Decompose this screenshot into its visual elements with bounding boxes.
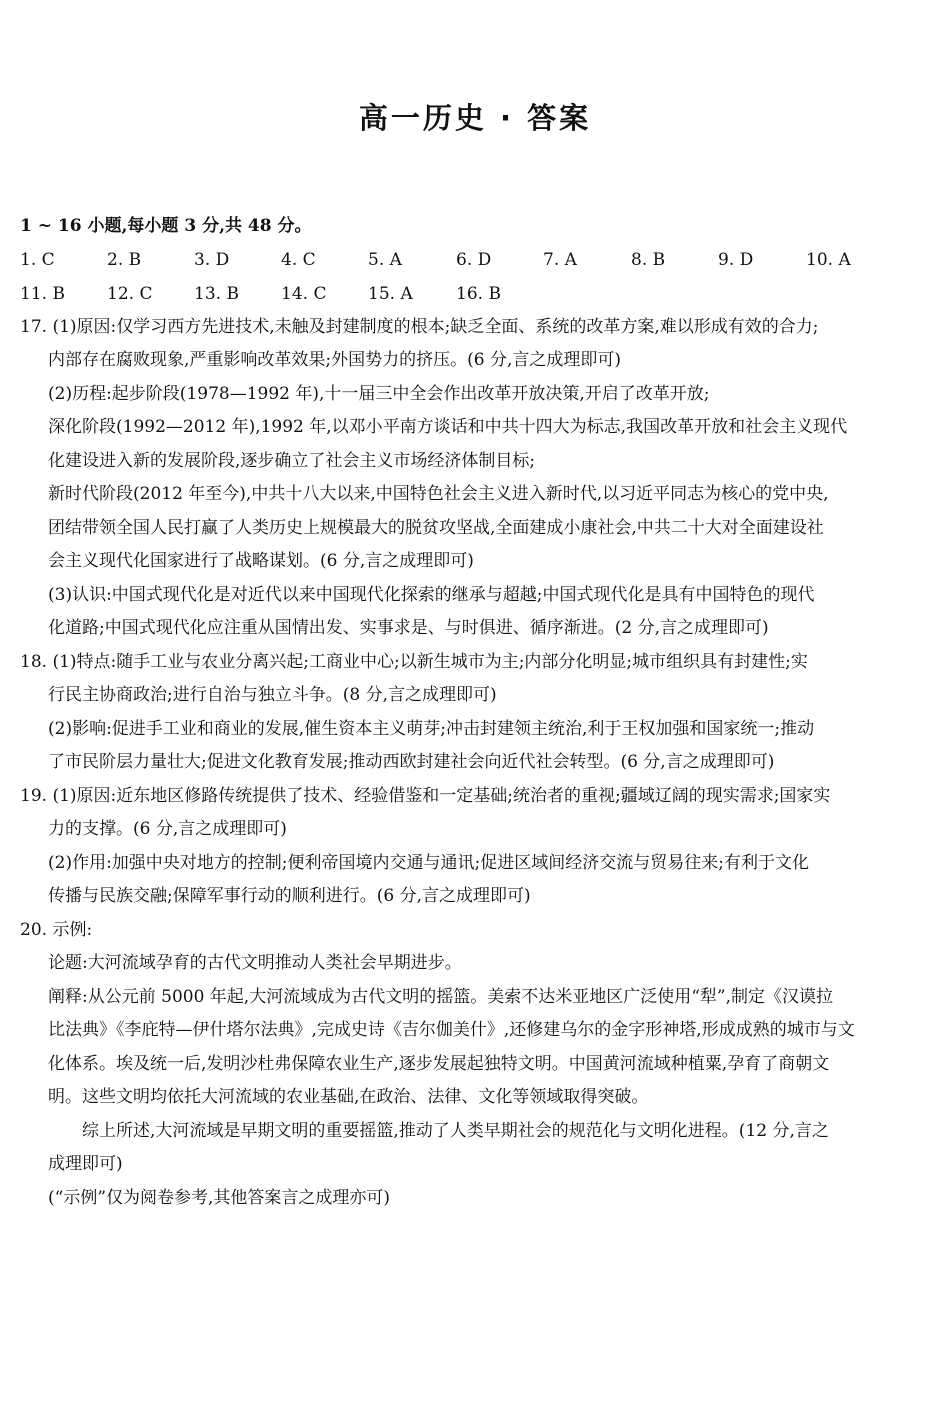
text-line: (3)认识:中国式现代化是对近代以来中国现代化探索的继承与超越;中国式现代化是具有中国特色的现代 [48, 585, 815, 605]
text-line: (2)作用:加强中央对地方的控制;便利帝国境内交通与通讯;促进区域间经济交流与贸易往来;有利于文化 [48, 853, 809, 873]
answer-item: 7. A [543, 250, 577, 270]
text-line: 内部存在腐败现象,严重影响改革效果;外国势力的挤压。(6 分,言之成理即可) [48, 350, 622, 370]
text-line: 团结带领全国人民打赢了人类历史上规模最大的脱贫攻坚战,全面建成小康社会,中共二十大对全面建设社 [48, 518, 824, 538]
text-line: (2)历程:起步阶段(1978—1992 年),十一届三中全会作出改革开放决策,开启了改革开放; [48, 384, 710, 404]
answer-item: 6. D [456, 250, 492, 270]
text-line: 阐释:从公元前 5000 年起,大河流域成为古代文明的摇篮。美索不达米亚地区广泛使用“犁”,制定《汉谟拉 [48, 987, 833, 1007]
text-line: 新时代阶段(2012 年至今),中共十八大以来,中国特色社会主义进入新时代,以习近平同志为核心的党中央, [48, 484, 829, 504]
text-line: 传播与民族交融;保障军事行动的顺利进行。(6 分,言之成理即可) [48, 886, 531, 906]
answer-item: 15. A [368, 284, 413, 304]
answer-item: 9. D [718, 250, 754, 270]
text-line: 行民主协商政治;进行自治与独立斗争。(8 分,言之成理即可) [48, 685, 497, 705]
answer-item: 11. B [20, 284, 65, 304]
text-line: 明。这些文明均依托大河流域的农业基础,在政治、法律、文化等领域取得突破。 [48, 1087, 649, 1107]
answer-item: 8. B [631, 250, 666, 270]
section-heading: 1 ~ 16 小题,每小题 3 分,共 48 分。 [20, 216, 312, 236]
answer-item: 3. D [194, 250, 230, 270]
answer-item: 5. A [368, 250, 402, 270]
answer-item: 13. B [194, 284, 239, 304]
text-line: 综上所述,大河流域是早期文明的重要摇篮,推动了人类早期社会的规范化与文明化进程。(12 分,言之 [82, 1121, 829, 1141]
answer-item: 4. C [281, 250, 316, 270]
text-line: 比法典》《李庇特—伊什塔尔法典》,完成史诗《吉尔伽美什》,还修建乌尔的金字形神塔,形成成熟的城市与文 [48, 1020, 855, 1040]
text-line: 深化阶段(1992—2012 年),1992 年,以邓小平南方谈话和中共十四大为标志,我国改革开放和社会主义现代 [48, 417, 848, 437]
text-line: 力的支撑。(6 分,言之成理即可) [48, 819, 287, 839]
text-line: (“示例”仅为阅卷参考,其他答案言之成理亦可) [48, 1188, 391, 1208]
answer-item: 10. A [806, 250, 851, 270]
text-line: 成理即可) [48, 1154, 123, 1174]
text-line: 了市民阶层力量壮大;促进文化教育发展;推动西欧封建社会向近代社会转型。(6 分,言之成理即可) [48, 752, 775, 772]
answer-item: 16. B [456, 284, 501, 304]
answer-item: 14. C [281, 284, 327, 304]
answer-item: 1. C [20, 250, 55, 270]
text-line: 18. (1)特点:随手工业与农业分离兴起;工商业中心;以新生城市为主;内部分化明显;城市组织具有封建性;实 [20, 652, 808, 672]
text-line: 化建设进入新的发展阶段,逐步确立了社会主义市场经济体制目标; [48, 451, 536, 471]
answer-item: 12. C [107, 284, 153, 304]
text-line: (2)影响:促进手工业和商业的发展,催生资本主义萌芽;冲击封建领主统治,利于王权加强和国家统一;推动 [48, 719, 815, 739]
text-line: 19. (1)原因:近东地区修路传统提供了技术、经验借鉴和一定基础;统治者的重视;疆域辽阔的现实需求;国家实 [20, 786, 831, 806]
page-title: 高一历史 · 答案 [358, 101, 592, 135]
text-line: 20. 示例: [20, 920, 93, 940]
answer-item: 2. B [107, 250, 142, 270]
text-line: 化道路;中国式现代化应注重从国情出发、实事求是、与时俱进、循序渐进。(2 分,言之成理即可) [48, 618, 769, 638]
text-line: 会主义现代化国家进行了战略谋划。(6 分,言之成理即可) [48, 551, 474, 571]
text-line: 化体系。埃及统一后,发明沙杜弗保障农业生产,逐步发展起独特文明。中国黄河流域种植粟,孕育了商朝文 [48, 1054, 830, 1074]
text-line: 论题:大河流域孕育的古代文明推动人类社会早期进步。 [48, 953, 462, 973]
text-line: 17. (1)原因:仅学习西方先进技术,未触及封建制度的根本;缺乏全面、系统的改革方案,难以形成有效的合力; [20, 317, 819, 337]
